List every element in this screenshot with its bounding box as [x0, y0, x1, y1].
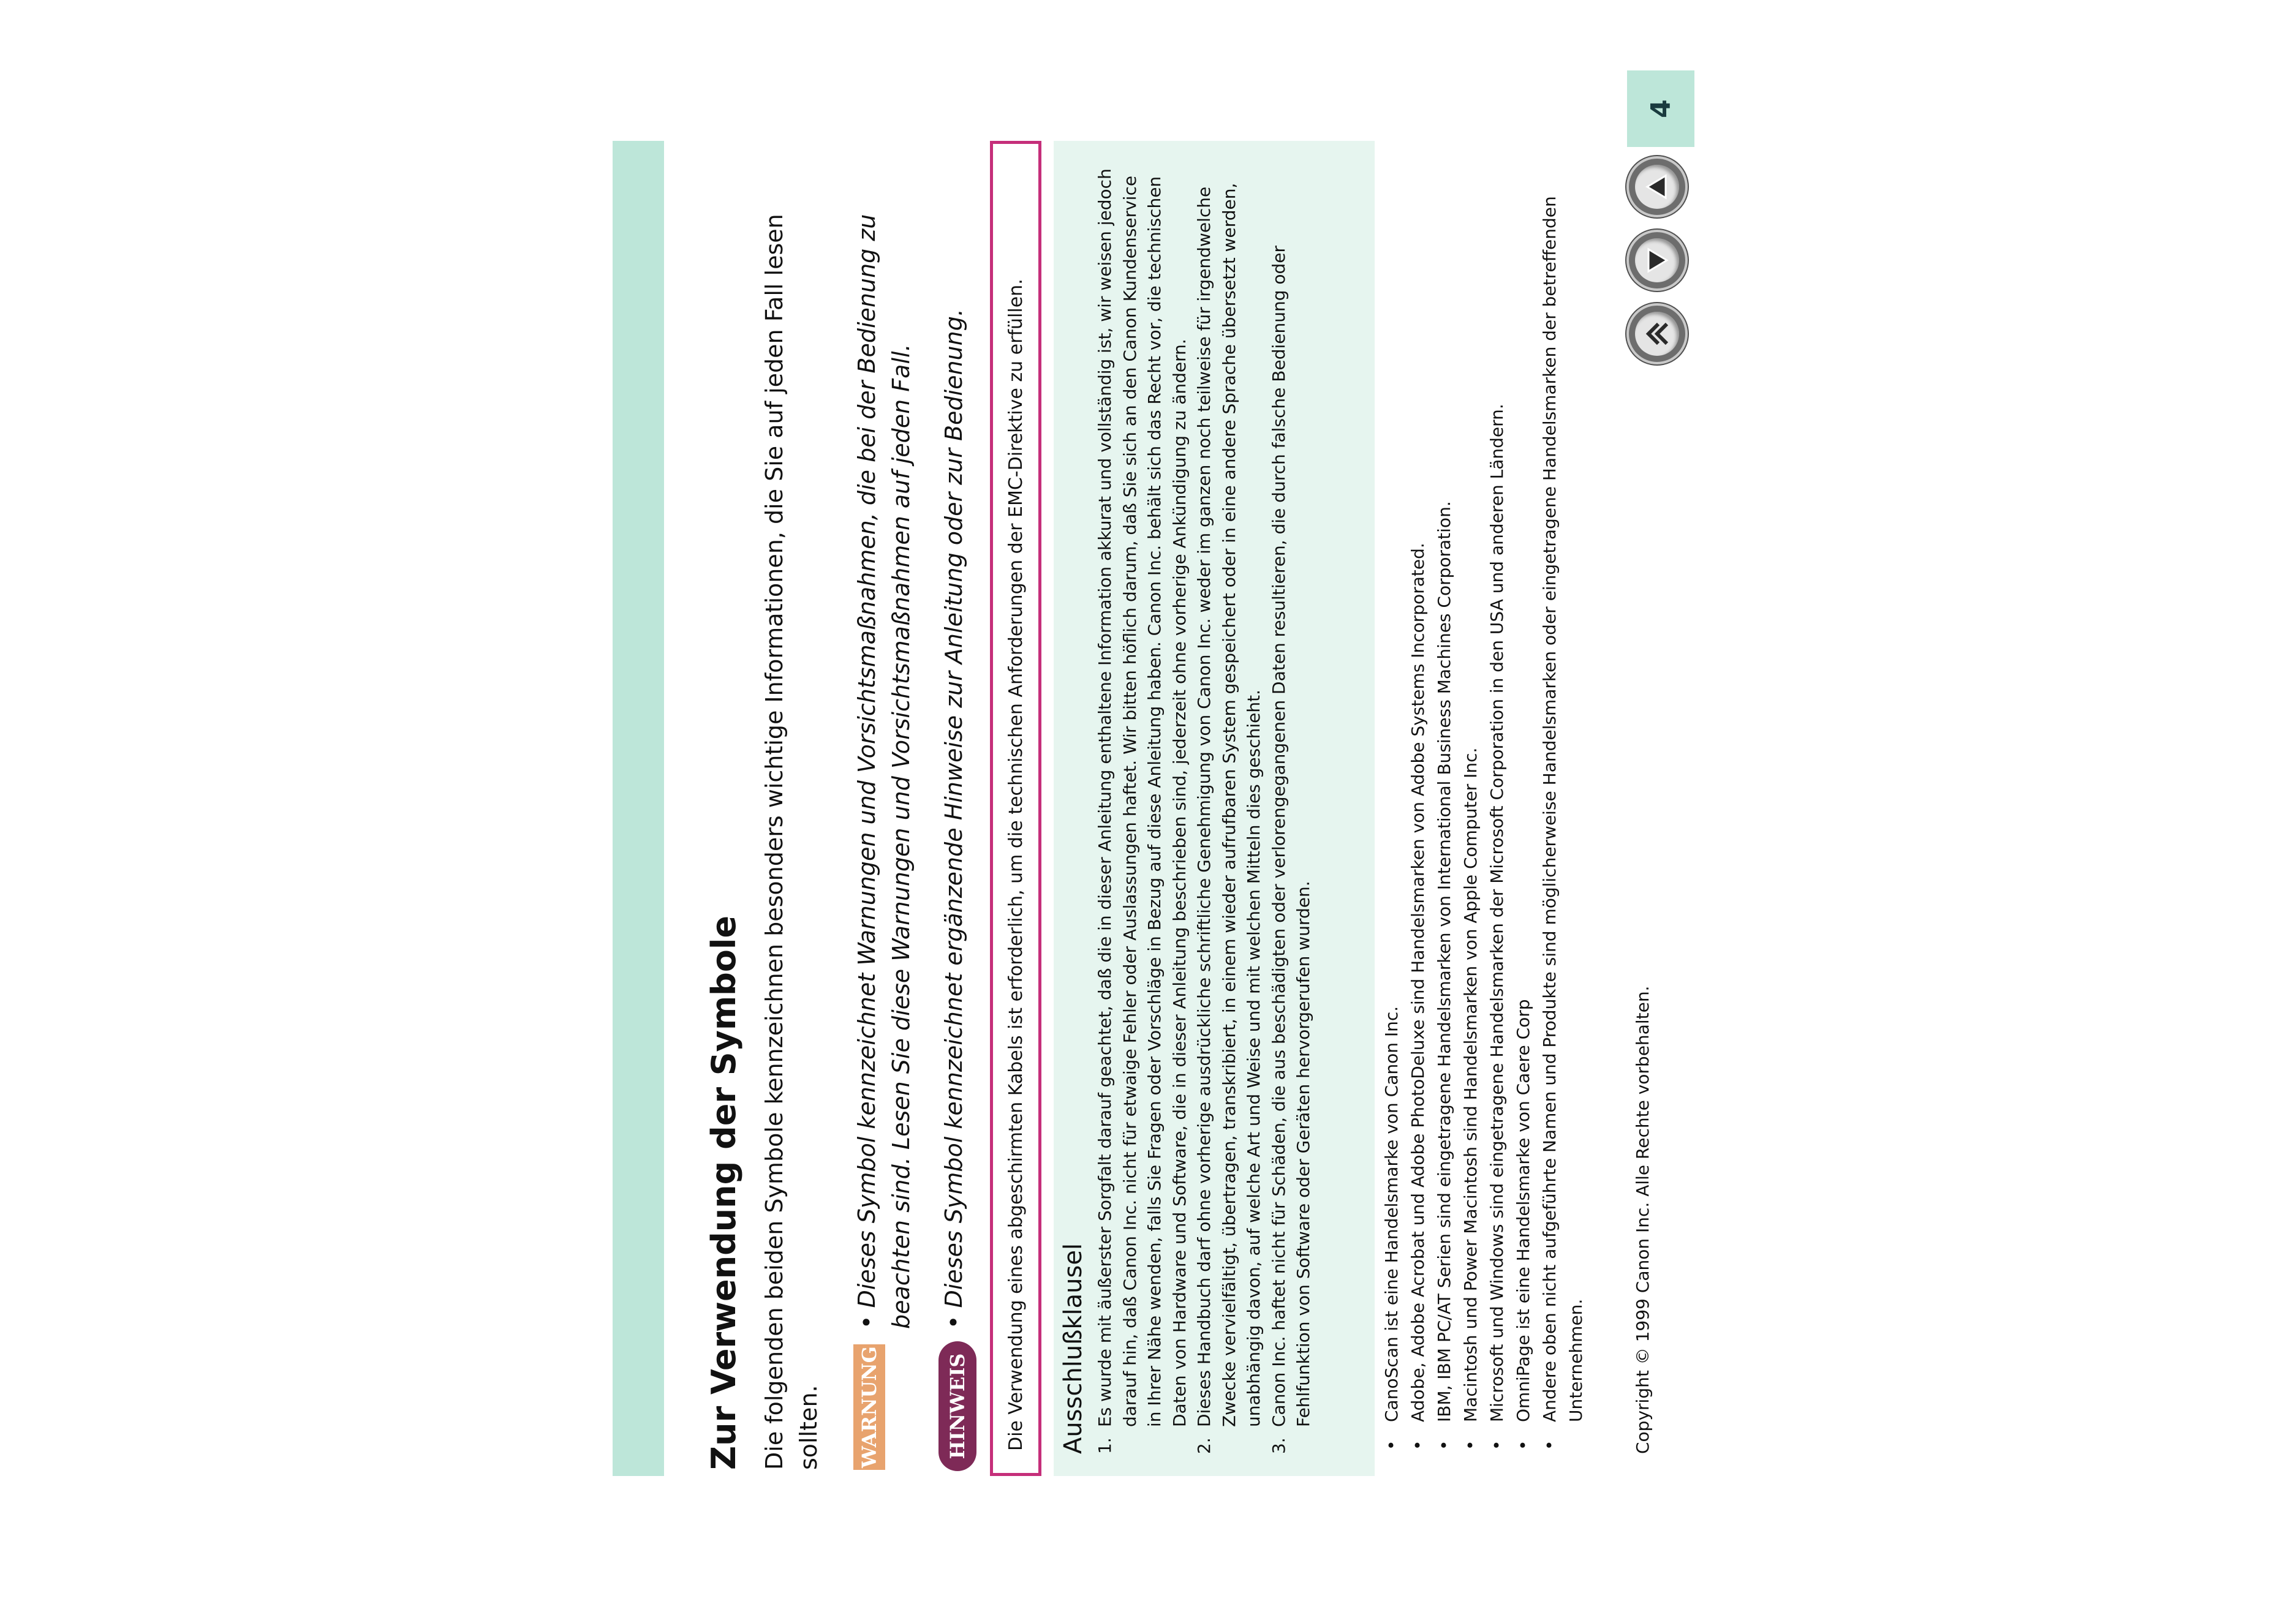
triangle-up-icon — [1641, 171, 1673, 203]
disclaimer-title: Ausschlußklausel — [1059, 1243, 1087, 1454]
emc-notice-box — [990, 141, 1041, 1476]
trademark-list — [1378, 168, 1589, 1454]
disclaimer-item — [1093, 162, 1192, 1454]
previous-page-button[interactable] — [1626, 156, 1688, 217]
disclaimer-item-number: 2. — [1194, 1437, 1214, 1454]
warning-text: • Dieses Symbol kennzeichnet Warnungen und Vorsichtsmaßnahmen, die bei der Bedienung zu beachten sind. Lesen Sie diese Warnungen und Vorsichtsmaßnahmen auf jeden Fall. — [853, 214, 915, 1329]
warning-badge-label: WARNUNG — [858, 1346, 881, 1469]
trademark-item: • Andere oben nicht aufgeführte Namen und Produkte sind möglicherweise Handelsmarken oder eingetragene Handelsmarken der betreffenden Unternehmen. — [1536, 168, 1589, 1454]
trademark-item: • Microsoft und Windows sind eingetragene Handelsmarken der Microsoft Corporation in den USA und anderen Ländern. — [1484, 168, 1510, 1454]
disclaimer-item-text: Es wurde mit äußerster Sorgfalt darauf geachtet, daß die in dieser Anleitung enthaltene Information akkurat und vollständig ist, wir weisen jedoch darauf hin, daß Canon Inc. nicht für etwaige Fehler oder Auslassungen haftet. Wir bitten höflich darum, daß Sie sich an den Canon Kundenservice in Ihrer Nähe wenden, falls Sie Fragen oder Vorschläge in Bezug auf diese Anleitung haben. Canon Inc. behält sich das Recht vor, die technischen Daten von Hardware und Software, die in dieser Anleitung beschrieben sind, jederzeit ohne vorherige Ankündigung zu ändern. — [1095, 168, 1190, 1427]
double-chevron-back-icon — [1641, 318, 1673, 350]
page-number-box — [1627, 70, 1694, 147]
disclaimer-list — [1093, 162, 1316, 1454]
emc-notice-text: Die Verwendung eines abgeschirmten Kabels ist erforderlich, um die technischen Anforderungen der EMC-Direktive zu erfüllen. — [1005, 279, 1027, 1451]
trademark-item: • OmniPage ist eine Handelsmarke von Caere Corp — [1510, 168, 1536, 1454]
intro-text: Die folgenden beiden Symbole kennzeichnen besonders wichtige Informationen, die Sie auf jeden Fall lesen sollten. — [761, 214, 822, 1470]
hint-text: • Dieses Symbol kennzeichnet ergänzende Hinweise zur Anleitung oder zur Bedienung. — [940, 309, 967, 1329]
triangle-down-icon — [1641, 244, 1673, 276]
back-button[interactable] — [1626, 303, 1688, 364]
trademark-item: • CanoScan ist eine Handelsmarke von Canon Inc. — [1378, 168, 1405, 1454]
trademark-item: • IBM, IBM PC/AT Serien sind eingetragene Handelsmarken von International Business Machines Corporation. — [1431, 168, 1457, 1454]
hint-badge — [938, 1341, 976, 1471]
copyright-text: Copyright © 1999 Canon Inc. Alle Rechte vorbehalten. — [1633, 985, 1653, 1454]
warning-badge — [853, 1344, 885, 1470]
disclaimer-item-text: Canon Inc. haftet nicht für Schäden, die aus beschädigten oder verlorengegangenen Daten resultieren, die durch falsche Bedienung oder Fehlfunktion von Software oder Geräten hervorgerufen wurden. — [1268, 245, 1313, 1427]
disclaimer-item — [1192, 162, 1267, 1454]
header-bar — [613, 141, 664, 1476]
page-number: 4 — [1645, 99, 1677, 118]
trademark-item: • Macintosh und Power Macintosh sind Handelsmarken von Apple Computer Inc. — [1457, 168, 1484, 1454]
disclaimer-item-number: 3. — [1268, 1437, 1289, 1454]
page-title: Zur Verwendung der Symbole — [704, 915, 743, 1470]
next-page-button[interactable] — [1626, 230, 1688, 291]
trademark-item: • Adobe, Adobe Acrobat und Adobe PhotoDeluxe sind Handelsmarken von Adobe Systems Incorporated. — [1405, 168, 1431, 1454]
hint-badge-label: HINWEIS — [946, 1353, 969, 1459]
disclaimer-item — [1267, 162, 1316, 1454]
disclaimer-item-number: 1. — [1095, 1437, 1115, 1454]
disclaimer-item-text: Dieses Handbuch darf ohne vorherige ausdrückliche schriftliche Genehmigung von Canon Inc. weder im ganzen noch teilweise für irgendwelche Zwecke vervielfältigt, übertragen, transkribiert, in einem wieder aufrufbaren System gespeichert oder in eine andere Sprache übersetzt werden, unabhängig davon, auf welche Art und Weise und mit welchen Mitteln dies geschieht. — [1194, 183, 1264, 1427]
